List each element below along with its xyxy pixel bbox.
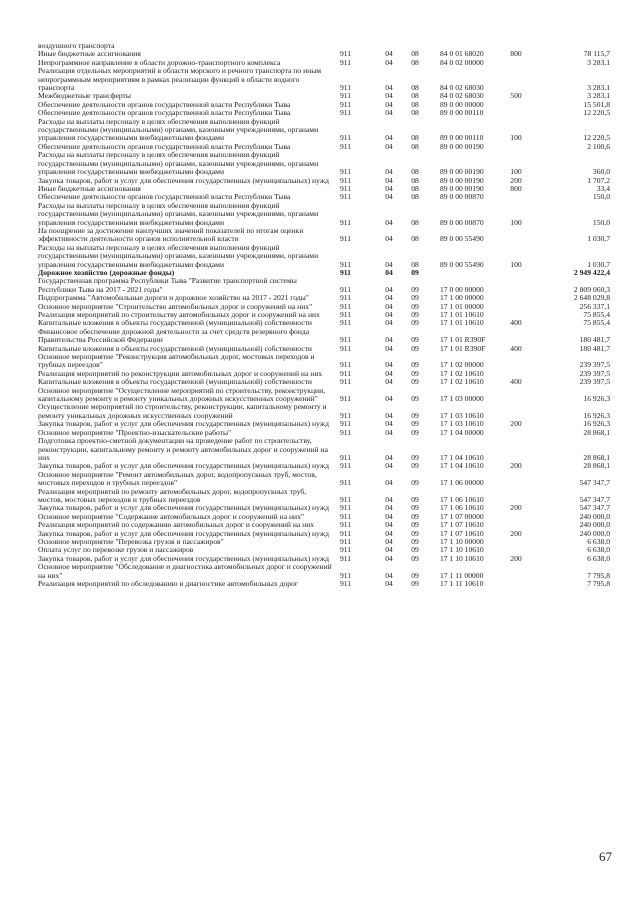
row-csr: 17 1 06 10610 xyxy=(440,494,484,504)
row-grbs: 911 xyxy=(340,49,352,59)
row-name: Закупка товаров, работ и услуг для обеспечения государственных (муниципальных) нужд xyxy=(38,419,329,429)
row-pr: 09 xyxy=(411,368,419,378)
row-rz: 04 xyxy=(385,368,393,378)
row-grbs: 911 xyxy=(340,545,352,555)
table-row xyxy=(38,471,610,488)
row-csr: 17 1 04 10610 xyxy=(440,461,484,471)
row-rz: 04 xyxy=(385,528,393,538)
table-row xyxy=(38,151,610,176)
row-grbs: 911 xyxy=(340,183,352,193)
row-rz: 04 xyxy=(385,108,393,118)
row-pr: 08 xyxy=(411,259,419,269)
row-pr: 09 xyxy=(411,335,419,345)
row-grbs: 911 xyxy=(340,528,352,538)
row-csr: 84 0 01 68020 xyxy=(440,49,484,59)
row-grbs: 911 xyxy=(340,394,352,404)
row-vr: 400 xyxy=(510,318,522,328)
row-sum: 6 638,0 xyxy=(587,536,610,546)
row-pr: 09 xyxy=(411,461,419,471)
row-sum: 239 397,5 xyxy=(579,360,610,370)
row-csr: 17 1 04 10610 xyxy=(440,452,484,462)
row-sum: 239 397,5 xyxy=(579,377,610,387)
row-pr: 09 xyxy=(411,360,419,370)
row-sum: 16 926,3 xyxy=(583,394,610,404)
row-grbs: 911 xyxy=(340,57,352,67)
row-csr: 17 1 11 10610 xyxy=(440,579,484,588)
row-sum: 78 115,7 xyxy=(583,49,610,59)
row-sum: 16 926,3 xyxy=(583,419,610,429)
row-rz: 04 xyxy=(385,192,393,202)
row-rz: 04 xyxy=(385,167,393,177)
row-pr: 08 xyxy=(411,192,419,202)
row-name: Дорожное хозяйство (дорожные фонды) xyxy=(38,267,175,277)
row-csr: 89 0 00 00110 xyxy=(440,133,484,143)
row-sum: 547 347,7 xyxy=(579,503,610,513)
table-row xyxy=(38,202,610,227)
row-rz: 04 xyxy=(385,183,393,193)
row-name: Реализация мероприятий по реконструкции автомобильных дорог и сооружений на них xyxy=(38,368,323,378)
row-grbs: 911 xyxy=(340,553,352,563)
row-name: Основное мероприятие "Проектно-изыскательские работы" xyxy=(38,427,232,437)
row-grbs: 911 xyxy=(340,335,352,345)
row-csr: 89 0 00 00190 xyxy=(440,141,484,151)
row-grbs: 911 xyxy=(340,259,352,269)
row-name: Закупка товаров, работ и услуг для обеспечения государственных (муниципальных) нужд xyxy=(38,553,329,563)
row-csr: 89 0 00 00190 xyxy=(440,175,484,185)
table-row xyxy=(38,353,610,370)
row-sum: 2 809 060,3 xyxy=(573,284,610,294)
row-sum: 2 949 422,4 xyxy=(573,267,610,277)
row-csr: 89 0 00 00870 xyxy=(440,192,484,202)
row-name: Оплата услуг по перевозке грузов и пассажиров xyxy=(38,545,194,555)
row-grbs: 911 xyxy=(340,192,352,202)
row-csr: 89 0 00 00190 xyxy=(440,167,484,177)
row-grbs: 911 xyxy=(340,494,352,504)
row-vr: 200 xyxy=(510,553,522,563)
row-pr: 09 xyxy=(411,511,419,521)
row-pr: 08 xyxy=(411,83,419,93)
row-pr: 09 xyxy=(411,267,419,277)
row-sum: 240 000,0 xyxy=(579,511,610,521)
row-pr: 08 xyxy=(411,108,419,118)
row-csr: 89 0 00 00190 xyxy=(440,183,484,193)
row-pr: 09 xyxy=(411,528,419,538)
row-name: Закупка товаров, работ и услуг для обеспечения государственных (муниципальных) нужд xyxy=(38,528,329,538)
row-sum: 240 000,0 xyxy=(579,520,610,530)
row-pr: 09 xyxy=(411,494,419,504)
row-rz: 04 xyxy=(385,293,393,303)
row-vr: 100 xyxy=(510,259,522,269)
row-csr: 17 1 00 00000 xyxy=(440,293,484,303)
budget-table xyxy=(38,42,610,588)
row-rz: 04 xyxy=(385,57,393,67)
row-rz: 04 xyxy=(385,234,393,244)
row-name: Реализация мероприятий по строительству автомобильных дорог и сооружений на них xyxy=(38,310,320,319)
row-name: Непрограммное направление в области дорожно-транспортного комплекса xyxy=(38,57,281,67)
row-grbs: 911 xyxy=(340,579,352,588)
row-pr: 09 xyxy=(411,545,419,555)
row-name: Реализация мероприятий по обследованию и диагностике автомобильных дорог xyxy=(38,579,298,588)
row-pr: 08 xyxy=(411,133,419,143)
row-rz: 04 xyxy=(385,343,393,353)
row-pr: 09 xyxy=(411,318,419,328)
row-sum: 3 283,1 xyxy=(587,91,610,101)
row-csr: 17 1 01 R390F xyxy=(440,335,486,345)
row-name: Основное мероприятие "Ремонт автомобильных дорог, водопропускных труб, мостов, мостовых переходов и трубных переездов" xyxy=(38,469,317,488)
row-pr: 08 xyxy=(411,175,419,185)
row-sum: 6 638,0 xyxy=(587,545,610,555)
row-pr: 08 xyxy=(411,99,419,109)
table-row xyxy=(38,118,610,143)
row-vr: 800 xyxy=(510,49,522,59)
row-grbs: 911 xyxy=(340,284,352,294)
row-grbs: 911 xyxy=(340,175,352,185)
row-pr: 09 xyxy=(411,293,419,303)
row-pr: 09 xyxy=(411,520,419,530)
row-vr: 100 xyxy=(510,167,522,177)
table-row xyxy=(38,387,610,404)
row-sum: 75 855,4 xyxy=(583,318,610,328)
row-grbs: 911 xyxy=(340,377,352,387)
row-name: Закупка товаров, работ и услуг для обеспечения государственных (муниципальных) нужд xyxy=(38,503,329,513)
row-csr: 17 1 07 00000 xyxy=(440,511,484,521)
row-rz: 04 xyxy=(385,503,393,513)
row-rz: 04 xyxy=(385,259,393,269)
row-grbs: 911 xyxy=(340,520,352,530)
row-rz: 04 xyxy=(385,377,393,387)
row-sum: 240 000,0 xyxy=(579,528,610,538)
row-pr: 09 xyxy=(411,377,419,387)
row-rz: 04 xyxy=(385,310,393,319)
row-rz: 04 xyxy=(385,545,393,555)
row-rz: 04 xyxy=(385,267,393,277)
row-rz: 04 xyxy=(385,427,393,437)
row-rz: 04 xyxy=(385,511,393,521)
row-csr: 89 0 00 00110 xyxy=(440,108,484,118)
row-pr: 09 xyxy=(411,310,419,319)
row-pr: 09 xyxy=(411,579,419,588)
row-grbs: 911 xyxy=(340,503,352,513)
row-name: Реализация отдельных мероприятий в области морского и речного транспорта по иным непрограммным мероприятиям в рамках реализации функций в области водного транспорта xyxy=(38,66,322,93)
row-rz: 04 xyxy=(385,461,393,471)
table-row xyxy=(38,563,610,580)
row-grbs: 911 xyxy=(340,141,352,151)
row-sum: 3 283,1 xyxy=(587,83,610,93)
row-pr: 09 xyxy=(411,553,419,563)
table-row xyxy=(38,580,610,588)
row-sum: 150,0 xyxy=(592,192,610,202)
row-csr: 17 1 07 10610 xyxy=(440,520,484,530)
row-grbs: 911 xyxy=(340,478,352,488)
row-sum: 7 795,8 xyxy=(587,579,610,588)
row-sum: 7 795,8 xyxy=(587,570,610,580)
row-sum: 12 220,5 xyxy=(583,108,610,118)
row-name: Основное мероприятие "Осуществление мероприятий по строительству, реконструкции, капитальному ремонту и ремонту уникальных дорожных искусственных сооружений" xyxy=(38,385,326,404)
row-vr: 500 xyxy=(510,91,522,101)
row-name: Расходы на выплаты персоналу в целях обеспечения выполнения функций государственными (муниципальными) органами, казенными учреждениями, органами управления государственными внебюджетными фондами xyxy=(38,150,319,177)
row-name: Расходы на выплаты персоналу в целях обеспечения выполнения функций государственными (муниципальными) органами, казенными учреждениями, органами управления государственными внебюджетными фондами xyxy=(38,116,319,143)
row-name: Иные бюджетные ассигнования xyxy=(38,49,141,59)
row-sum: 28 868,1 xyxy=(583,427,610,437)
row-pr: 09 xyxy=(411,452,419,462)
row-grbs: 911 xyxy=(340,234,352,244)
row-name: Капитальные вложения в объекты государственной (муниципальной) собственности xyxy=(38,343,312,353)
row-pr: 08 xyxy=(411,49,419,59)
row-pr: 09 xyxy=(411,343,419,353)
table-row xyxy=(38,403,610,420)
row-rz: 04 xyxy=(385,570,393,580)
row-vr: 200 xyxy=(510,461,522,471)
row-sum: 239 397,5 xyxy=(579,368,610,378)
row-csr: 17 1 03 10610 xyxy=(440,410,484,420)
row-csr: 17 1 01 10610 xyxy=(440,318,484,328)
row-grbs: 911 xyxy=(340,368,352,378)
row-name: Капитальные вложения в объекты государственной (муниципальной) собственности xyxy=(38,318,312,328)
table-row xyxy=(38,227,610,244)
row-csr: 17 1 02 00000 xyxy=(440,360,484,370)
row-sum: 1 030,7 xyxy=(587,259,610,269)
row-name: Обеспечение деятельности органов государственной власти Республики Тыва xyxy=(38,99,291,109)
row-sum: 547 347,7 xyxy=(579,494,610,504)
row-grbs: 911 xyxy=(340,570,352,580)
row-name: Обеспечение деятельности органов государственной власти Республики Тыва xyxy=(38,141,291,151)
row-grbs: 911 xyxy=(340,536,352,546)
row-sum: 3 283,1 xyxy=(587,57,610,67)
row-vr: 200 xyxy=(510,419,522,429)
row-rz: 04 xyxy=(385,360,393,370)
row-sum: 180 481,7 xyxy=(579,343,610,353)
row-csr: 17 1 01 10610 xyxy=(440,310,484,319)
row-name: Подготовка проектно-сметной документации на проведение работ по строительству, реконструкции, капитальному ремонту и ремонту автомобильных дорог и сооружений на них xyxy=(38,436,328,462)
row-grbs: 911 xyxy=(340,461,352,471)
row-rz: 04 xyxy=(385,217,393,227)
row-pr: 09 xyxy=(411,427,419,437)
row-grbs: 911 xyxy=(340,108,352,118)
row-name: Закупка товаров, работ и услуг для обеспечения государственных (муниципальных) нужд xyxy=(38,461,329,471)
row-grbs: 911 xyxy=(340,83,352,93)
row-rz: 04 xyxy=(385,83,393,93)
row-rz: 04 xyxy=(385,452,393,462)
row-pr: 08 xyxy=(411,57,419,67)
row-csr: 17 1 01 00000 xyxy=(440,301,484,311)
row-vr: 800 xyxy=(510,183,522,193)
row-sum: 28 868,1 xyxy=(583,461,610,471)
row-rz: 04 xyxy=(385,99,393,109)
row-sum: 180 481,7 xyxy=(579,335,610,345)
row-grbs: 911 xyxy=(340,133,352,143)
row-name: Расходы на выплаты персоналу в целях обеспечения выполнения функций государственными (муниципальными) органами, казенными учреждениями, органами управления государственными внебюджетными фондами xyxy=(38,242,319,269)
row-pr: 09 xyxy=(411,284,419,294)
row-rz: 04 xyxy=(385,175,393,185)
row-csr: 17 1 07 10610 xyxy=(440,528,484,538)
row-sum: 1 707,2 xyxy=(587,175,610,185)
row-rz: 04 xyxy=(385,301,393,311)
row-rz: 04 xyxy=(385,553,393,563)
row-sum: 15 501,8 xyxy=(583,99,610,109)
row-rz: 04 xyxy=(385,536,393,546)
row-vr: 100 xyxy=(510,133,522,143)
row-grbs: 911 xyxy=(340,217,352,227)
row-csr: 84 0 02 68030 xyxy=(440,91,484,101)
row-sum: 2 100,6 xyxy=(587,141,610,151)
row-pr: 08 xyxy=(411,167,419,177)
row-csr: 17 1 01 R390F xyxy=(440,343,486,353)
row-rz: 04 xyxy=(385,141,393,151)
row-sum: 6 638,0 xyxy=(587,553,610,563)
row-pr: 09 xyxy=(411,478,419,488)
row-rz: 04 xyxy=(385,335,393,345)
row-sum: 360,0 xyxy=(592,167,610,177)
row-vr: 200 xyxy=(510,503,522,513)
row-grbs: 911 xyxy=(340,410,352,420)
row-vr: 400 xyxy=(510,343,522,353)
row-pr: 08 xyxy=(411,91,419,101)
row-grbs: 911 xyxy=(340,318,352,328)
row-pr: 08 xyxy=(411,217,419,227)
row-sum: 28 868,1 xyxy=(583,452,610,462)
row-pr: 08 xyxy=(411,183,419,193)
row-rz: 04 xyxy=(385,520,393,530)
row-rz: 04 xyxy=(385,133,393,143)
row-name: Расходы на выплаты персоналу в целях обеспечения выполнения функций государственными (муниципальными) органами, казенными учреждениями, органами управления государственными внебюджетными фондами xyxy=(38,200,319,227)
row-rz: 04 xyxy=(385,478,393,488)
row-csr: 89 0 00 00870 xyxy=(440,217,484,227)
row-sum: 150,0 xyxy=(592,217,610,227)
row-csr: 17 1 02 10610 xyxy=(440,377,484,387)
row-csr: 17 1 11 00000 xyxy=(440,570,484,580)
row-csr: 84 0 02 68030 xyxy=(440,83,484,93)
row-grbs: 911 xyxy=(340,91,352,101)
row-sum: 16 926,3 xyxy=(583,410,610,420)
row-name: воздушного транспорта xyxy=(38,41,115,50)
row-rz: 04 xyxy=(385,410,393,420)
row-grbs: 911 xyxy=(340,99,352,109)
row-pr: 09 xyxy=(411,536,419,546)
row-vr: 400 xyxy=(510,377,522,387)
table-row xyxy=(38,67,610,92)
row-name: Реализация мероприятий по ремонту автомобильных дорог, водопропускных труб, мостов, мостовых переходов и трубных переездов xyxy=(38,486,307,504)
row-rz: 04 xyxy=(385,419,393,429)
row-name: Основное мероприятие "Обследование и диагностика автомобильных дорог и сооружений на них" xyxy=(38,562,332,580)
row-csr: 17 1 04 00000 xyxy=(440,427,484,437)
table-row xyxy=(38,328,610,345)
row-rz: 04 xyxy=(385,49,393,59)
row-pr: 08 xyxy=(411,141,419,151)
row-csr: 17 1 02 10610 xyxy=(440,368,484,378)
table-row xyxy=(38,277,610,294)
row-pr: 09 xyxy=(411,503,419,513)
row-csr: 17 1 03 10610 xyxy=(440,419,484,429)
row-grbs: 911 xyxy=(340,452,352,462)
row-rz: 04 xyxy=(385,494,393,504)
row-grbs: 911 xyxy=(340,310,352,319)
row-grbs: 911 xyxy=(340,343,352,353)
row-grbs: 911 xyxy=(340,167,352,177)
row-name: Государственная программа Республики Тыва "Развитие транспортной системы Республики Тыва на 2017 - 2021 годы" xyxy=(38,276,297,294)
row-name: Подпрограмма "Автомобильные дороги и дорожное хозяйство на 2017 - 2021 годы" xyxy=(38,293,309,303)
row-vr: 100 xyxy=(510,217,522,227)
table-row xyxy=(38,244,610,269)
row-grbs: 911 xyxy=(340,267,351,277)
row-pr: 09 xyxy=(411,410,419,420)
row-pr: 08 xyxy=(411,234,419,244)
row-csr: 17 0 00 00000 xyxy=(440,284,484,294)
row-grbs: 911 xyxy=(340,301,352,311)
row-grbs: 911 xyxy=(340,419,352,429)
row-name: Основное мероприятие "Реконструкция автомобильных дорог, мостовых переходов и трубных переездов" xyxy=(38,352,315,370)
row-grbs: 911 xyxy=(340,360,352,370)
row-csr: 17 1 06 00000 xyxy=(440,478,484,488)
row-csr: 17 1 10 00000 xyxy=(440,536,484,546)
row-name: Финансовое обеспечение дорожной деятельности за счет средств резервного фонда Правительства Российской Федерации xyxy=(38,326,310,345)
row-grbs: 911 xyxy=(340,427,352,437)
row-rz: 04 xyxy=(385,394,393,404)
row-rz: 04 xyxy=(385,318,393,328)
row-name: Закупка товаров, работ и услуг для обеспечения государственных (муниципальных) нужд xyxy=(38,175,329,185)
row-name: Основное мероприятие "Содержание автомобильных дорог и сооружений на них" xyxy=(38,511,304,521)
row-pr: 09 xyxy=(411,419,419,429)
row-sum: 256 337,1 xyxy=(579,301,610,311)
row-pr: 09 xyxy=(411,570,419,580)
row-grbs: 911 xyxy=(340,293,352,303)
row-csr: 89 0 00 00000 xyxy=(440,99,484,109)
row-name: Основное мероприятие "Перевозка грузов и пассажиров" xyxy=(38,536,224,546)
row-csr: 89 0 00 55490 xyxy=(440,234,484,244)
row-name: Реализация мероприятий по содержанию автомобильных дорог и сооружений на них xyxy=(38,520,315,530)
row-csr: 17 1 06 10610 xyxy=(440,503,484,513)
row-sum: 75 855,4 xyxy=(583,310,610,319)
row-pr: 09 xyxy=(411,301,419,311)
row-sum: 33,4 xyxy=(596,183,610,193)
row-csr: 84 0 02 00000 xyxy=(440,57,484,67)
page-number: 67 xyxy=(599,849,612,864)
row-vr: 200 xyxy=(510,175,522,185)
row-csr: 17 1 03 00000 xyxy=(440,394,484,404)
row-name: Обеспечение деятельности органов государственной власти Республики Тыва xyxy=(38,192,291,202)
row-vr: 200 xyxy=(510,528,522,538)
row-rz: 04 xyxy=(385,284,393,294)
row-name: Обеспечение деятельности органов государственной власти Республики Тыва xyxy=(38,108,291,118)
row-rz: 04 xyxy=(385,91,393,101)
row-csr: 17 1 10 10610 xyxy=(440,553,484,563)
table-row xyxy=(38,488,610,505)
row-pr: 09 xyxy=(411,394,419,404)
row-name: Осуществление мероприятий по строительству, реконструкции, капитальному ремонту и ремонту уникальных дорожных искусственных сооружений xyxy=(38,402,327,420)
row-rz: 04 xyxy=(385,579,393,588)
table-row xyxy=(38,437,610,462)
row-name: Основное мероприятие "Строительство автомобильных дорог и сооружений на них" xyxy=(38,301,313,311)
row-name: На поощрение за достижение наилучших значений показателей по итогам оценки эффективности деятельности органов исполнительной власти xyxy=(38,225,304,244)
row-csr: 89 0 00 55490 xyxy=(440,259,484,269)
row-sum: 1 030,7 xyxy=(587,234,610,244)
row-sum: 2 648 029,8 xyxy=(573,293,610,303)
row-name: Иные бюджетные ассигнования xyxy=(38,183,141,193)
row-csr: 17 1 10 10610 xyxy=(440,545,484,555)
row-sum: 12 220,5 xyxy=(583,133,610,143)
row-sum: 547 347,7 xyxy=(579,478,610,488)
row-name: Межбюджетные трансферты xyxy=(38,91,131,101)
row-name: Капитальные вложения в объекты государственной (муниципальной) собственности xyxy=(38,377,312,387)
row-grbs: 911 xyxy=(340,511,352,521)
